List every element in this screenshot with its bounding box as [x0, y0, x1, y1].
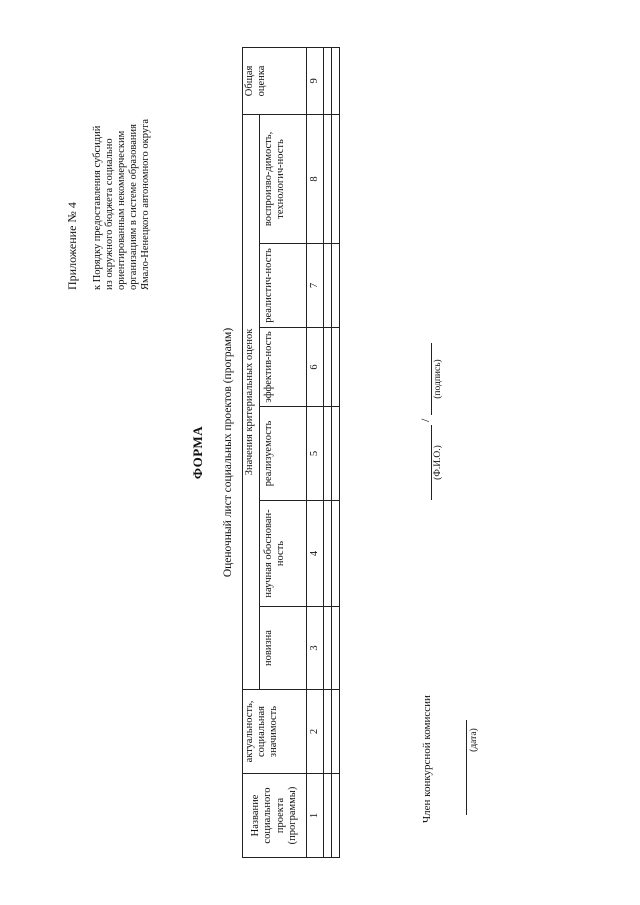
appendix-title: Приложение № 4 [65, 202, 79, 290]
column-number: 4 [307, 501, 324, 607]
signature-line [431, 343, 432, 415]
header-row-1 [243, 47, 260, 857]
blank-cell [332, 114, 340, 243]
reference-line: Ямало-Ненецкого автономного округа [140, 118, 152, 290]
blank-cell [332, 47, 340, 114]
header-total-score: Общая оценка [243, 47, 307, 114]
fio-caption: (Ф.И.О.) [433, 445, 443, 480]
blank-cell [332, 501, 340, 607]
blank-cell [324, 328, 332, 407]
blank-cell [324, 774, 332, 858]
header-project-name: Название социального проекта (программы) [243, 774, 307, 858]
column-number: 2 [307, 690, 324, 774]
header-criterion: новизна [260, 607, 307, 690]
column-number-row [307, 47, 324, 857]
reference-line: из окружного бюджета социально [104, 138, 116, 290]
reference-line: к Порядку предоставления субсидий [92, 125, 103, 290]
header-criterion: реализуемость [260, 407, 307, 501]
column-number: 3 [307, 607, 324, 690]
header-criteria-group: Значения критериальных оценок [243, 114, 260, 689]
blank-cell [324, 690, 332, 774]
header-criterion: воспроизво-димость, технологич-ность [260, 114, 307, 243]
blank-cell [324, 407, 332, 501]
form-subtitle: Оценочный лист социальных проектов (программ) [222, 327, 234, 578]
blank-cell [324, 501, 332, 607]
commission-member-label: Член конкурсной комиссии [421, 695, 433, 823]
column-number: 8 [307, 114, 324, 243]
blank-cell [332, 690, 340, 774]
header-criterion: эффектив-ность [260, 328, 307, 407]
date-caption: (дата) [469, 728, 479, 752]
blank-row [332, 47, 340, 857]
date-line [466, 720, 467, 815]
blank-cell [324, 47, 332, 114]
evaluation-table [242, 47, 340, 858]
blank-row [324, 47, 332, 857]
fio-signature-line [431, 425, 432, 500]
reference-line: ориентированным некоммерческим [116, 130, 128, 290]
blank-cell [332, 407, 340, 501]
column-number: 1 [307, 774, 324, 858]
column-number: 6 [307, 328, 324, 407]
column-number: 5 [307, 407, 324, 501]
form-title: ФОРМА [190, 425, 205, 480]
blank-cell [324, 607, 332, 690]
header-criterion: научная обоснован-ность [260, 501, 307, 607]
reference-line: организациям в системе образования [128, 124, 140, 290]
appendix-reference [92, 0, 152, 290]
header-relevance: актуальность, социальная значимость [243, 690, 307, 774]
column-number: 7 [307, 244, 324, 328]
blank-cell [332, 328, 340, 407]
header-criterion: реалистич-ность [260, 244, 307, 328]
blank-cell [324, 244, 332, 328]
blank-cell [332, 244, 340, 328]
signature-caption: (подпись) [433, 359, 443, 399]
blank-cell [332, 774, 340, 858]
signature-separator: / [418, 418, 432, 422]
blank-cell [332, 607, 340, 690]
blank-cell [324, 114, 332, 243]
column-number: 9 [307, 47, 324, 114]
